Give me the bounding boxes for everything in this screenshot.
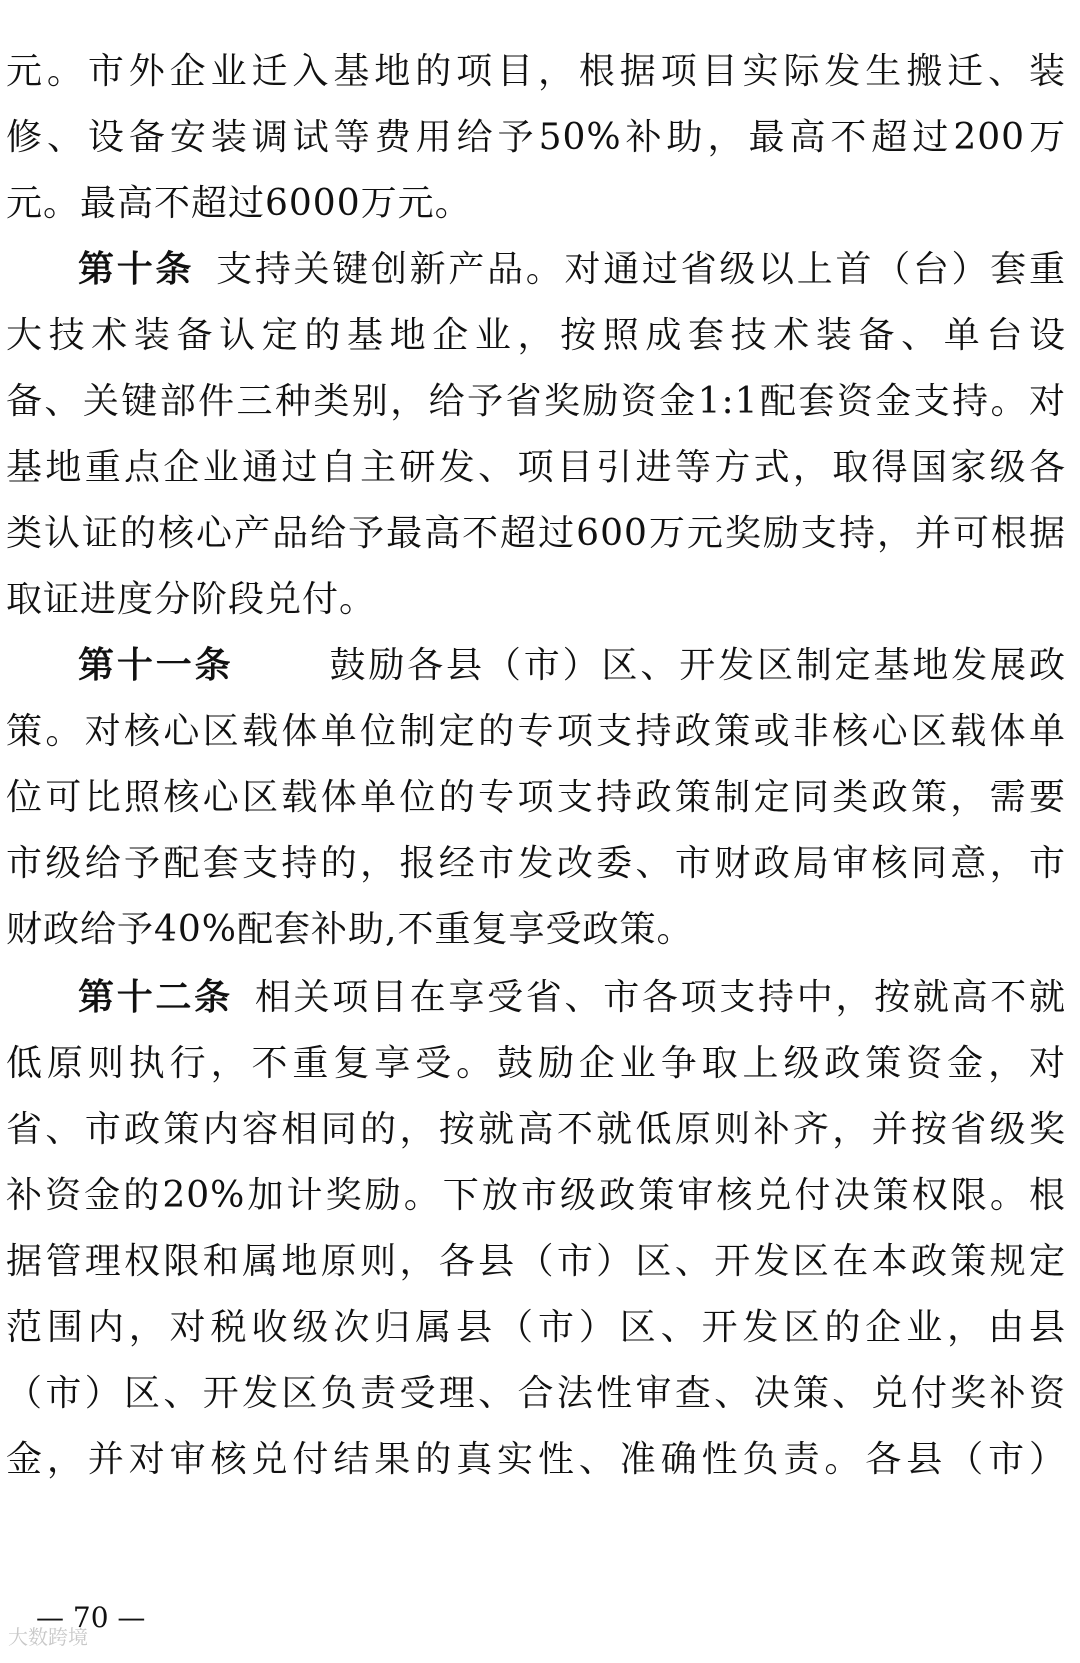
article-heading: 第十二条 bbox=[78, 977, 233, 1018]
body-text-line: 市级给予配套支持的，报经市发改委、市财政局审核同意，市 bbox=[6, 843, 1066, 884]
body-text-line: 范围内，对税收级次归属县（市）区、开发区的企业，由县 bbox=[6, 1307, 1066, 1348]
body-text-line: 大技术装备认定的基地企业，按照成套技术装备、单台设 bbox=[6, 315, 1066, 356]
body-text-line: 基地重点企业通过自主研发、项目引进等方式，取得国家级各 bbox=[6, 447, 1066, 488]
body-text-line: 省、市政策内容相同的，按就高不就低原则补齐，并按省级奖 bbox=[6, 1109, 1066, 1150]
article-11-first-line bbox=[78, 637, 1066, 695]
body-text-line: 低原则执行，不重复享受。鼓励企业争取上级政策资金，对 bbox=[6, 1043, 1066, 1084]
article-10-first-line bbox=[78, 241, 1066, 299]
body-text-line: 类认证的核心产品给予最高不超过600万元奖励支持，并可根据 bbox=[6, 513, 1066, 554]
body-text: 鼓励各县（市）区、开发区制定基地发展政 bbox=[329, 645, 1066, 686]
body-text-line: 备、关键部件三种类别，给予省奖励资金1:1配套资金支持。对 bbox=[6, 381, 1066, 422]
body-text: 相关项目在享受省、市各项支持中，按就高不就 bbox=[254, 977, 1066, 1018]
body-text-line: 财政给予40%配套补助,不重复享受政策。 bbox=[6, 909, 694, 950]
body-text-line: 位可比照核心区载体单位的专项支持政策制定同类政策，需要 bbox=[6, 777, 1066, 818]
article-12-first-line bbox=[78, 969, 1066, 1027]
body-text-line: 修、设备安装调试等费用给予50%补助，最高不超过200万 bbox=[6, 117, 1066, 158]
body-text-line: 据管理权限和属地原则，各县（市）区、开发区在本政策规定 bbox=[6, 1241, 1066, 1282]
body-text-line: （市）区、开发区负责受理、合法性审查、决策、兑付奖补资 bbox=[6, 1373, 1066, 1414]
body-text: 支持关键创新产品。对通过省级以上首（台）套重 bbox=[216, 249, 1066, 290]
body-text-line: 策。对核心区载体单位制定的专项支持政策或非核心区载体单 bbox=[6, 711, 1066, 752]
page-number: — 70 — bbox=[36, 1601, 146, 1634]
body-text-line: 元。市外企业迁入基地的项目，根据项目实际发生搬迁、装 bbox=[6, 51, 1066, 92]
watermark-logo: 大数跨境 bbox=[8, 1625, 88, 1649]
body-text-line: 金，并对审核兑付结果的真实性、准确性负责。各县（市） bbox=[6, 1439, 1066, 1480]
article-heading: 第十条 bbox=[78, 249, 195, 290]
article-heading: 第十一条 bbox=[78, 645, 234, 686]
body-text-line: 补资金的20%加计奖励。下放市级政策审核兑付决策权限。根 bbox=[6, 1175, 1066, 1216]
body-text-line: 取证进度分阶段兑付。 bbox=[6, 579, 377, 620]
body-text-line: 元。最高不超过6000万元。 bbox=[6, 183, 472, 224]
